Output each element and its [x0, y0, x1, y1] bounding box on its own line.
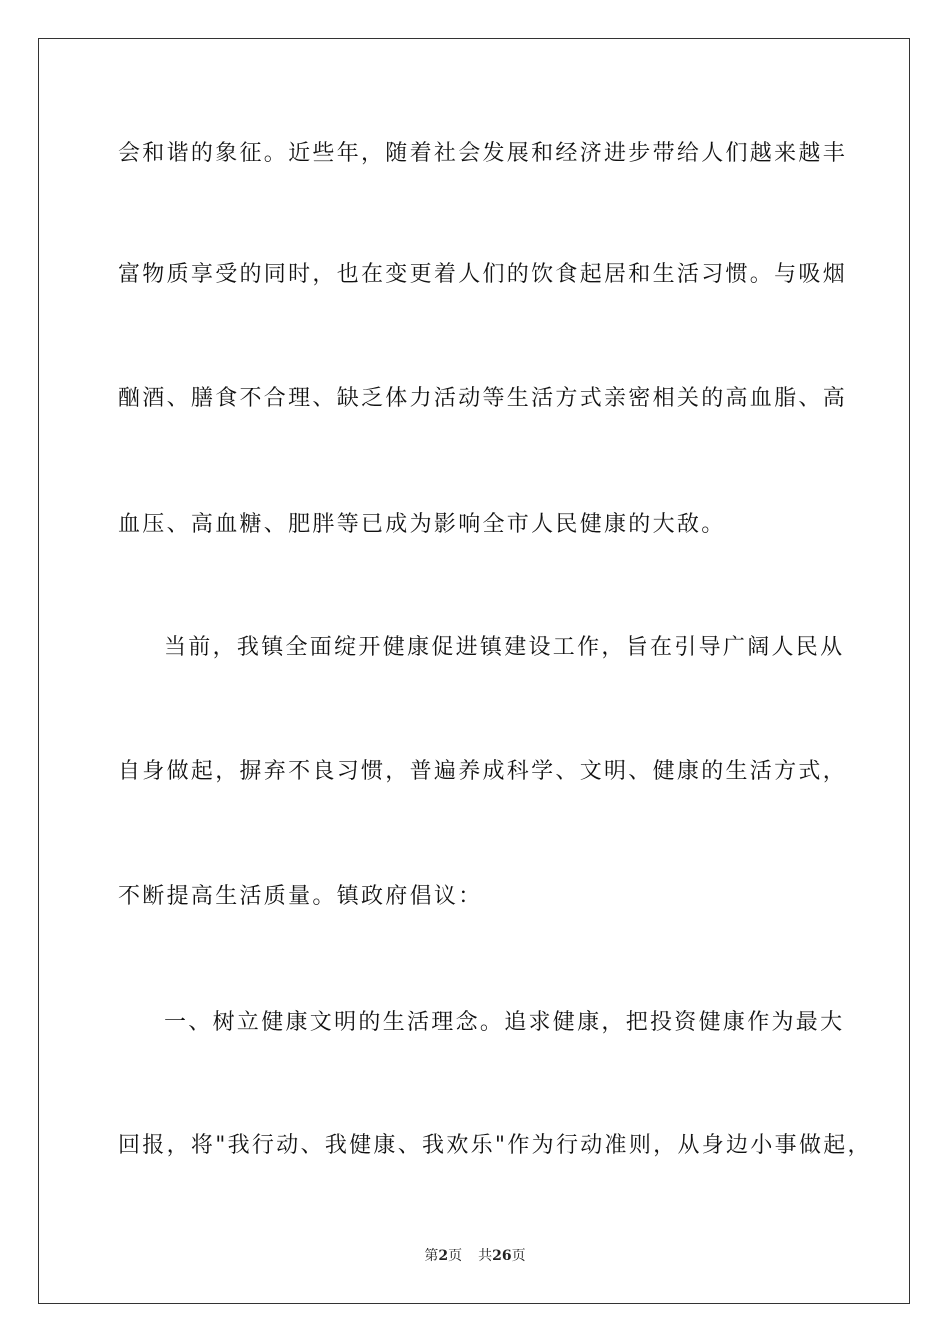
paragraph-first-line: 一、树立健康文明的生活理念。追求健康，把投资健康作为最大	[164, 1010, 845, 1035]
body-text-line: 不断提高生活质量。镇政府倡议：	[118, 884, 483, 909]
page-prefix: 第	[424, 1248, 439, 1264]
page-footer	[0, 1246, 950, 1266]
body-text-line: 酗酒、膳食不合理、缺乏体力活动等生活方式亲密相关的高血脂、高	[118, 386, 848, 411]
total-pages: 26	[492, 1248, 512, 1264]
body-text-line: 会和谐的象征。近些年，随着社会发展和经济进步带给人们越来越丰	[118, 141, 848, 166]
page-suffix: 页	[448, 1248, 463, 1264]
body-text-line: 自身做起，摒弃不良习惯，普遍养成科学、文明、健康的生活方式，	[118, 759, 848, 784]
total-suffix: 页	[511, 1248, 526, 1264]
body-text-line: 富物质享受的同时，也在变更着人们的饮食起居和生活习惯。与吸烟	[118, 262, 848, 287]
body-text-line: 血压、高血糖、肥胖等已成为影响全市人民健康的大敌。	[118, 512, 726, 537]
page-number: 2	[438, 1248, 449, 1264]
body-text-line: 回报，将"我行动、我健康、我欢乐"作为行动准则，从身边小事做起，	[118, 1133, 872, 1158]
total-prefix: 共	[478, 1248, 493, 1264]
page-border	[38, 38, 910, 1304]
paragraph-first-line: 当前，我镇全面绽开健康促进镇建设工作，旨在引导广阔人民从	[164, 635, 845, 660]
